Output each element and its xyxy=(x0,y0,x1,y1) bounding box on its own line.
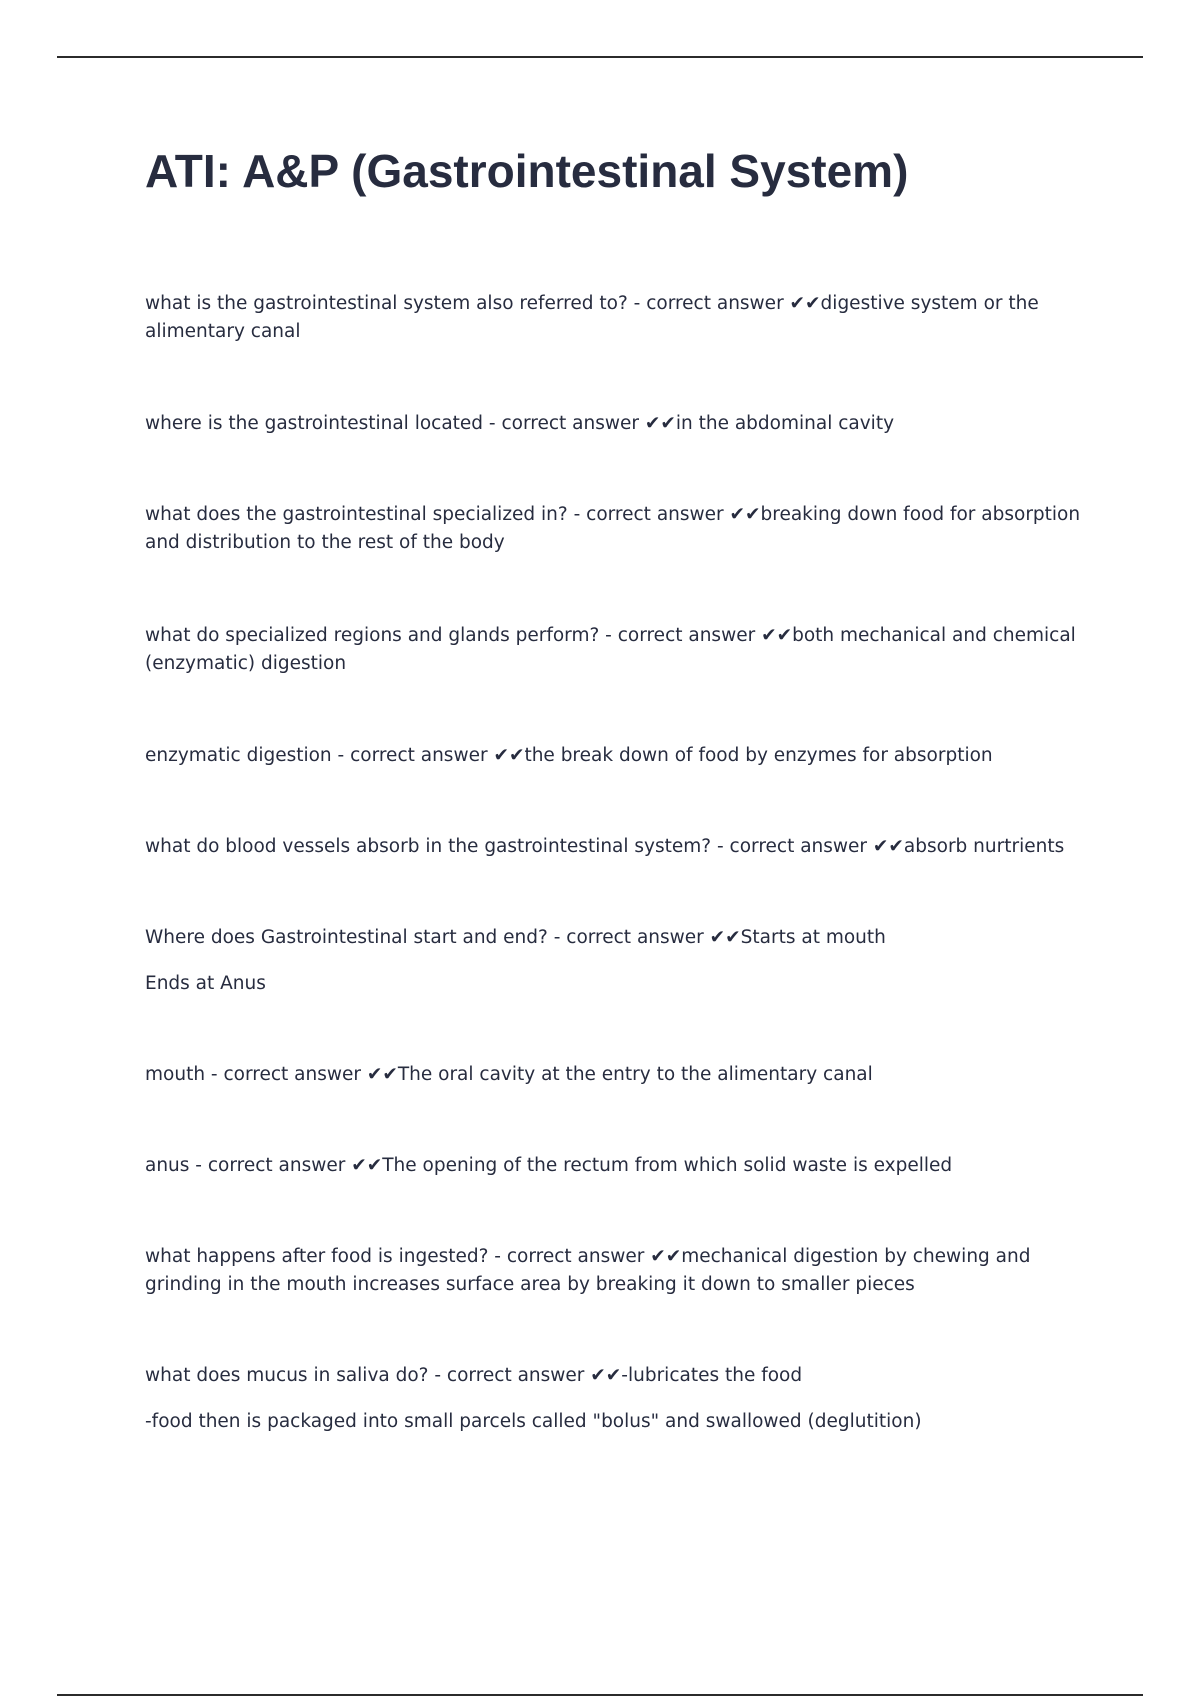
qa-text: what happens after food is ingested? - correct answer ✔✔mechanical digestion by chewing and grinding in the mouth increases surface area by breaking it down to smaller pieces xyxy=(145,1246,1031,1295)
qa-text: anus - correct answer ✔✔The opening of the rectum from which solid waste is expelled xyxy=(145,1155,953,1176)
qa-entry xyxy=(145,1362,1095,1436)
qa-entry xyxy=(145,1152,1095,1180)
qa-text: what do specialized regions and glands perform? - correct answer ✔✔both mechanical and chemical (enzymatic) digestion xyxy=(145,625,1076,674)
qa-text: Where does Gastrointestinal start and end? - correct answer ✔✔Starts at mouth xyxy=(145,927,886,948)
qa-text: where is the gastrointestinal located - correct answer ✔✔in the abdominal cavity xyxy=(145,413,895,434)
qa-entry xyxy=(145,742,1095,770)
qa-entry xyxy=(145,1061,1095,1089)
qa-entry xyxy=(145,410,1095,438)
qa-entry xyxy=(145,924,1095,998)
qa-text: mouth - correct answer ✔✔The oral cavity at the entry to the alimentary canal xyxy=(145,1064,873,1085)
qa-text: what is the gastrointestinal system also referred to? - correct answer ✔✔digestive system or the alimentary canal xyxy=(145,293,1039,342)
qa-entry xyxy=(145,622,1095,678)
qa-text: what does mucus in saliva do? - correct answer ✔✔-lubricates the food xyxy=(145,1365,803,1386)
qa-text: enzymatic digestion - correct answer ✔✔the break down of food by enzymes for absorption xyxy=(145,745,993,766)
bottom-divider xyxy=(57,1694,1143,1696)
qa-text-continued: -food then is packaged into small parcels called "bolus" and swallowed (deglutition) xyxy=(145,1411,922,1432)
page-title: ATI: A&P (Gastrointestinal System) xyxy=(145,145,909,197)
qa-entry xyxy=(145,501,1095,557)
qa-entry xyxy=(145,833,1095,861)
top-divider xyxy=(57,56,1143,58)
qa-text-continued: Ends at Anus xyxy=(145,973,266,994)
qa-text: what do blood vessels absorb in the gastrointestinal system? - correct answer ✔✔absorb nurtrients xyxy=(145,836,1065,857)
qa-entry xyxy=(145,1243,1095,1299)
qa-text: what does the gastrointestinal specialized in? - correct answer ✔✔breaking down food for absorption and distribution to the rest of the body xyxy=(145,504,1081,553)
qa-entry xyxy=(145,290,1095,346)
